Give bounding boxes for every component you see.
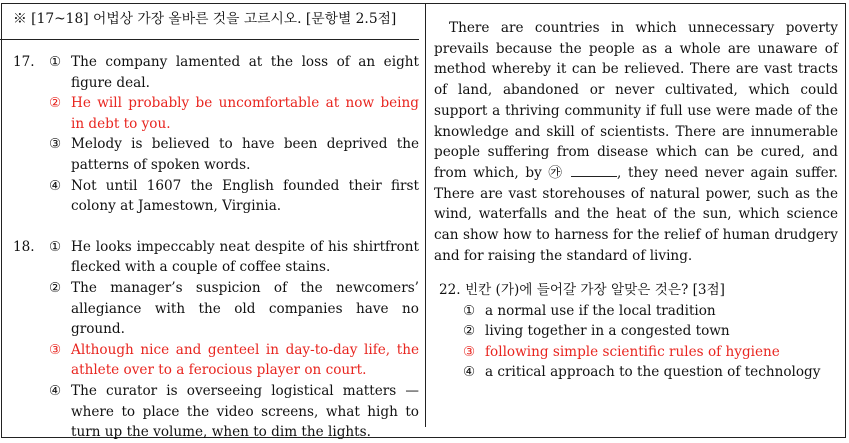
question-17 [13,52,419,217]
right-column [434,18,838,383]
question-number: 18. [13,238,35,255]
question-18 [13,237,419,443]
q17-option-2[interactable]: ② He will probably be uncomfortable at now being in debt to you. [49,95,419,132]
q18-option-4[interactable]: ④ The curator is overseeing logistical matters — where to place the video screens, what high to turn up the volume, when to dim the lights. [49,382,419,441]
instruction-line: ※ [17~18] 어법상 가장 올바른 것을 고르시오. [문항별 2.5점] [13,11,397,27]
question-22-stem: 22. 빈칸 (가)에 들어갈 가장 알맞은 것은? [3점] [439,282,725,299]
q17-option-1[interactable]: ① The company lamented at the loss of an eight figure deal. [49,54,419,91]
left-column [13,10,419,443]
blank-label: ㉮ [548,164,565,181]
q18-option-3[interactable]: ③ Although nice and genteel in day-to-day life, the athlete over to a ferocious player on court. [49,341,419,379]
blank-line [571,166,617,177]
instruction-separator [0,39,419,40]
question-number: 17. [13,54,35,70]
q22-option-4[interactable]: ④ a critical approach to the question of technology [463,364,821,381]
q17-option-3[interactable]: ③ Melody is believed to have been deprived the patterns of spoken words. [49,136,419,173]
q17-option-4[interactable]: ④ Not until 1607 the English founded their first colony at Jamestown, Virginia. [49,177,419,215]
q22-option-2[interactable]: ② living together in a congested town [463,323,730,340]
q18-option-1[interactable]: ① He looks impeccably neat despite of his shirtfront flecked with a couple of coffee stains. [49,238,419,276]
reading-passage: There are countries in which unnecessary poverty prevails because the people as a whole are unaware of method whereby it can be relieved. There are vast tracts of land, abandoned or never cultivated, which could support a thriving community if full use were made of the knowledge and skill of scientists. There are innumerable people suffering from disease which can be cured, and from which, by ㉮ , they need never again suffer. There are vast storehouses of natural power, such as the wind, waterfalls and the heat of the sun, which science can show how to harness for the relief of human drudgery and for raising the standard of living. [434,20,838,264]
q18-option-2[interactable]: ② The manager’s suspicion of the newcomers’ allegiance with the old companies have no ground. [49,279,419,338]
column-divider [425,3,426,427]
question-22 [434,280,838,383]
q22-option-3[interactable]: ③ following simple scientific rules of hygiene [463,343,780,360]
q22-option-1[interactable]: ① a normal use if the local tradition [463,302,716,319]
